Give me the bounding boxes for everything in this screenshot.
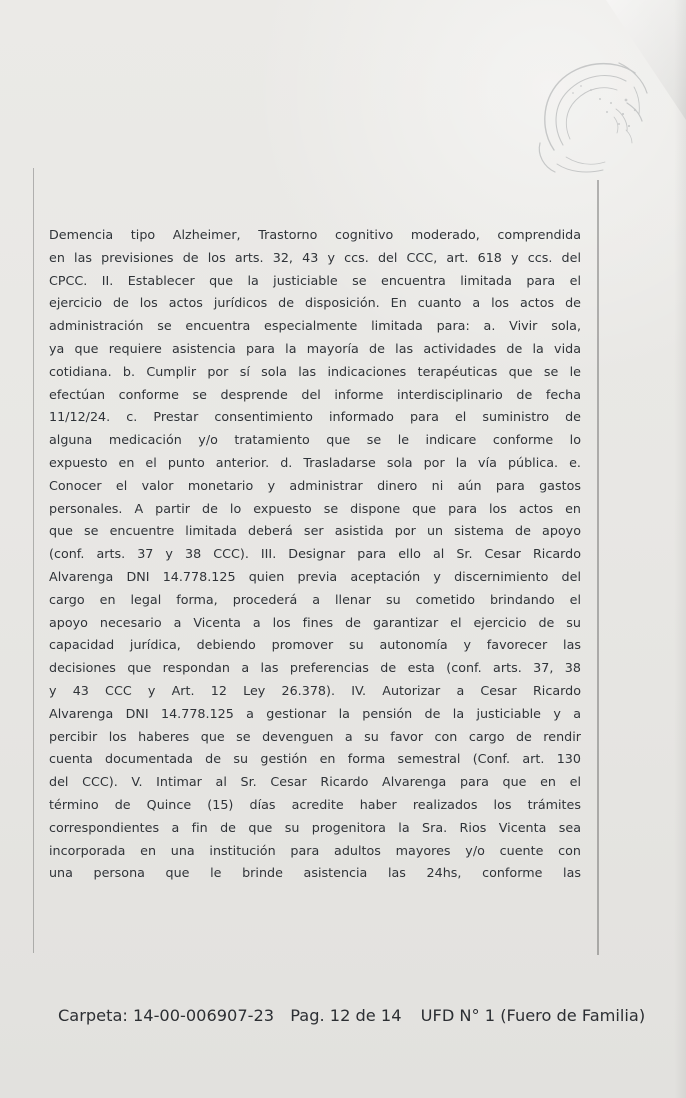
document-text-line: apoyo necesario a Vicenta a los fines de garantizar el ejercicio de su (49, 614, 581, 630)
document-text-line: CPCC. II. Establecer que la justiciable se encuentra limitada para el (49, 272, 581, 288)
left-margin-line (33, 168, 34, 953)
resolution-text-block (49, 224, 581, 885)
document-text-line: cargo en legal forma, procederá a llenar su cometido brindando el (49, 591, 581, 607)
court-unit: UFD N° 1 (Fuero de Familia) (420, 1006, 646, 1025)
document-text-line: correspondientes a fin de que su progenitora la Sra. Rios Vicenta sea (49, 819, 581, 835)
document-text-line: cuenta documentada de su gestión en forma semestral (Conf. art. 130 (49, 751, 581, 767)
document-text-line: personales. A partir de lo expuesto se dispone que para los actos en (49, 500, 581, 516)
document-text-line: efectúan conforme se desprende del informe interdisciplinario de fecha (49, 386, 581, 402)
document-text-line: (conf. arts. 37 y 38 CCC). III. Designar para ello al Sr. Cesar Ricardo (49, 546, 581, 562)
document-text-line: administración se encuentra especialmente limitada para: a. Vivir sola, (49, 318, 581, 334)
right-margin-line (597, 180, 599, 955)
page-number: Pag. 12 de 14 (290, 1006, 402, 1025)
document-text-line: Demencia tipo Alzheimer, Trastorno cognitivo moderado, comprendida (49, 227, 581, 242)
document-text-line: capacidad jurídica, debiendo promover su autonomía y favorecer las (49, 637, 581, 653)
document-text-line: que se encuentre limitada deberá ser asistida por un sistema de apoyo (49, 523, 581, 539)
document-text-line: 11/12/24. c. Prestar consentimiento informado para el suministro de (49, 409, 581, 425)
document-text-line: del CCC). V. Intimar al Sr. Cesar Ricardo Alvarenga para que en el (49, 774, 581, 790)
document-text-line: Conocer el valor monetario y administrar dinero ni aún para gastos (49, 477, 581, 493)
document-text-line: término de Quince (15) días acredite haber realizados los trámites (49, 796, 581, 812)
document-text-line: expuesto en el punto anterior. d. Trasladarse sola por la vía pública. e. (49, 454, 581, 470)
page-edge-shadow (674, 0, 686, 1098)
document-text-line: Alvarenga DNI 14.778.125 a gestionar la pensión de la justiciable y a (49, 705, 581, 721)
document-text-line: y 43 CCC y Art. 12 Ley 26.378). IV. Autorizar a Cesar Ricardo (49, 682, 581, 698)
document-text-line: decisiones que respondan a las preferencias de esta (conf. arts. 37, 38 (49, 660, 581, 676)
document-text-line: incorporada en una institución para adultos mayores y/o cuente con (49, 842, 581, 858)
document-text-line: Alvarenga DNI 14.778.125 quien previa aceptación y discernimiento del (49, 568, 581, 584)
document-text-line: percibir los haberes que se devenguen a su favor con cargo de rendir (49, 728, 581, 744)
document-text-line: alguna medicación y/o tratamiento que se le indicare conforme lo (49, 432, 581, 448)
case-file-number: Carpeta: 14-00-006907-23 (58, 1006, 275, 1025)
document-text-line: cotidiana. b. Cumplir por sí sola las indicaciones terapéuticas que se le (49, 363, 581, 379)
document-text-line: una persona que le brinde asistencia las 24hs, conforme las (49, 865, 581, 881)
page-footer (58, 1004, 645, 1028)
document-text-line: en las previsiones de los arts. 32, 43 y ccs. del CCC, art. 618 y ccs. del (49, 249, 581, 265)
official-seal-icon (531, 53, 651, 178)
document-text-line: ya que requiere asistencia para la mayoría de las actividades de la vida (49, 340, 581, 356)
document-text-line: ejercicio de los actos jurídicos de disposición. En cuanto a los actos de (49, 295, 581, 311)
